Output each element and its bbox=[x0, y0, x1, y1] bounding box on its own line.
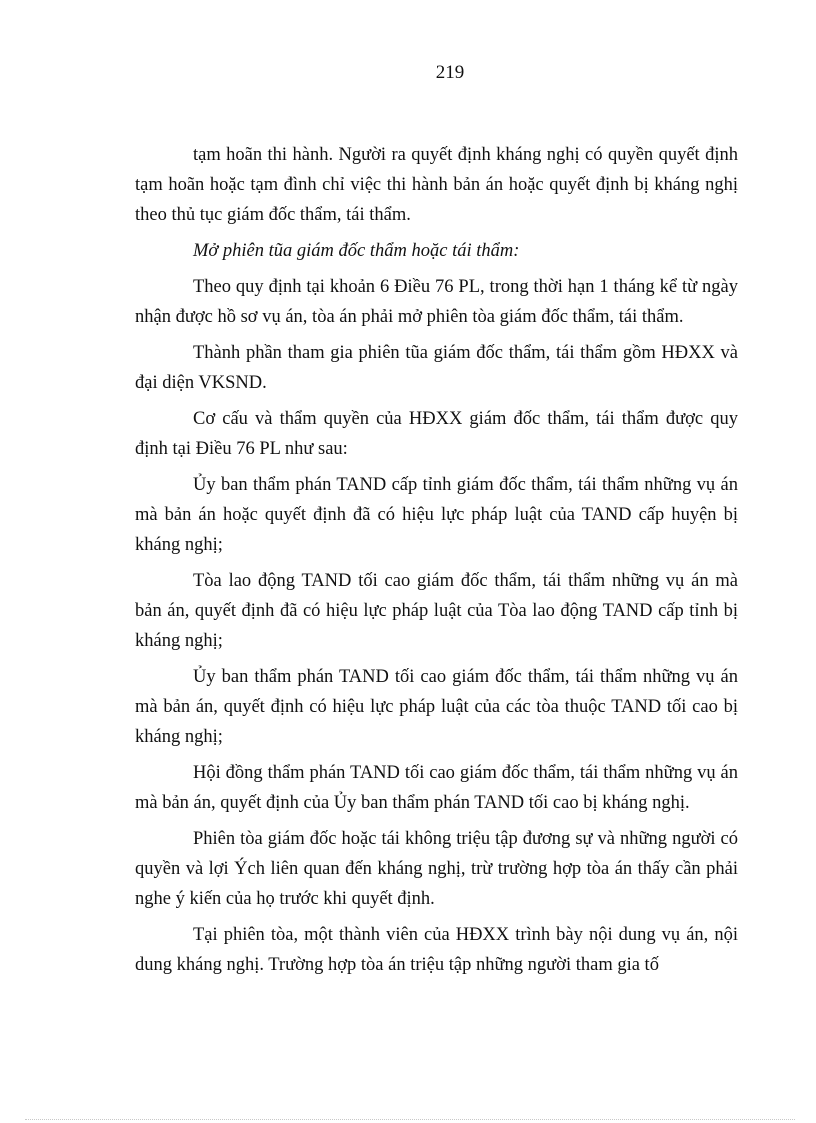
page-number: 219 bbox=[435, 62, 465, 83]
section-heading-open-session: Mở phiên tũa giám đốc thẩm hoặc tái thẩm: bbox=[193, 241, 520, 261]
paragraph-labor-court: Tòa lao động TAND tối cao giám đốc thẩm, tái thẩm những vụ án mà bản án, quyết định đã có hiệu lực pháp luật của Tòa lao động TAND cấp tỉnh bị kháng nghị; bbox=[135, 571, 738, 651]
paragraph-session-summons: Phiên tòa giám đốc hoặc tái không triệu tập đương sự và những người có quyền và lợi Ých liên quan đến kháng nghị, trừ trường hợp tòa án thấy cần phải nghe ý kiến của họ trước khi quyết định. bbox=[135, 829, 738, 909]
body-text bbox=[135, 140, 738, 986]
paragraph-suspension: tạm hoãn thi hành. Người ra quyết định kháng nghị có quyền quyết định tạm hoãn hoặc tạm đình chỉ việc thi hành bản án hoặc quyết định bị kháng nghị theo thủ tục giám đốc thẩm, tái thẩm. bbox=[135, 145, 738, 225]
paragraph-session-procedure: Tại phiên tòa, một thành viên của HĐXX trình bày nội dung vụ án, nội dung kháng nghị. Trường hợp tòa án triệu tập những người tham gia tố bbox=[135, 925, 738, 975]
footer-divider bbox=[25, 1119, 795, 1120]
paragraph-composition: Thành phần tham gia phiên tũa giám đốc thẩm, tái thẩm gồm HĐXX và đại diện VKSND. bbox=[135, 343, 738, 393]
paragraph-supreme-committee: Ủy ban thẩm phán TAND tối cao giám đốc thẩm, tái thẩm những vụ án mà bản án, quyết định có hiệu lực pháp luật của các tòa thuộc TAND tối cao bị kháng nghị; bbox=[135, 667, 738, 747]
paragraph-provincial-committee: Ủy ban thẩm phán TAND cấp tỉnh giám đốc thẩm, tái thẩm những vụ án mà bản án hoặc quyết định đã có hiệu lực pháp luật của TAND cấp huyện bị kháng nghị; bbox=[135, 475, 738, 555]
paragraph-structure: Cơ cấu và thẩm quyền của HĐXX giám đốc thẩm, tái thẩm được quy định tại Điều 76 PL như sau: bbox=[135, 409, 738, 459]
paragraph-time-limit: Theo quy định tại khoản 6 Điều 76 PL, trong thời hạn 1 tháng kể từ ngày nhận được hồ sơ vụ án, tòa án phải mở phiên tòa giám đốc thẩm, tái thẩm. bbox=[135, 277, 738, 327]
paragraph-supreme-council: Hội đồng thẩm phán TAND tối cao giám đốc thẩm, tái thẩm những vụ án mà bản án, quyết định của Ủy ban thẩm phán TAND tối cao bị kháng nghị. bbox=[135, 763, 738, 813]
